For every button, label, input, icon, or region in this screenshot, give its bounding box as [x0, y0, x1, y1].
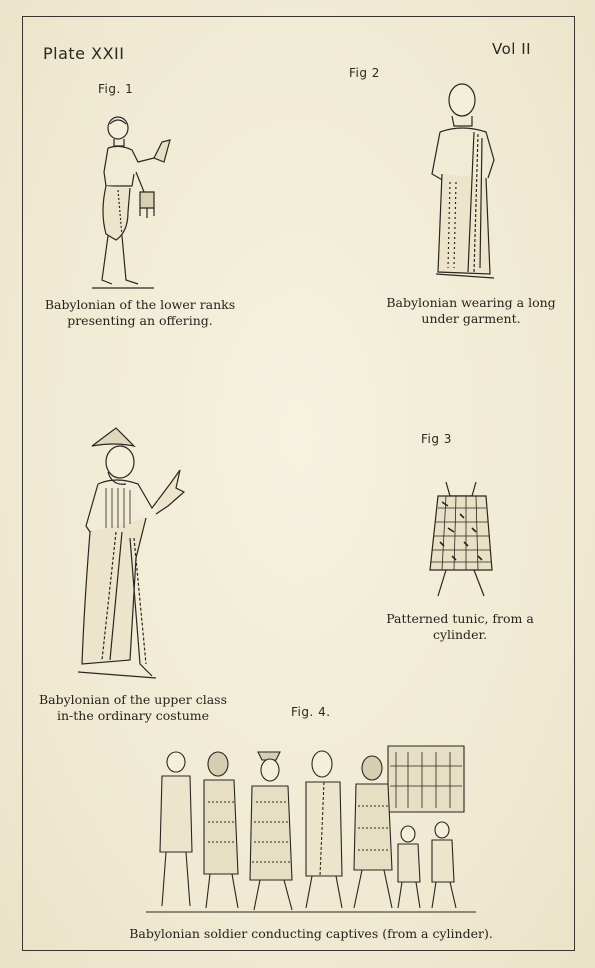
- fig-4-illustration: [146, 742, 476, 914]
- fig-3-label: Fig 3: [421, 432, 452, 446]
- volume-label: Vol II: [492, 40, 532, 58]
- fig-1-caption: Babylonian of the lower ranks presenting an offering.: [44, 297, 236, 328]
- fig-2-illustration: [428, 82, 502, 282]
- fig-4-caption: Babylonian soldier conducting captives (from a cylinder).: [129, 926, 493, 941]
- fig-1-illustration: [92, 112, 172, 292]
- fig-2-caption: Babylonian wearing a long under garment.: [386, 295, 556, 326]
- fig-4-label: Fig. 4.: [291, 705, 331, 719]
- fig-1-label: Fig. 1: [98, 82, 134, 96]
- upper-class-caption: Babylonian of the upper class in-the ordinary costume: [38, 692, 227, 723]
- fig-3-illustration: [428, 478, 496, 598]
- plate-title: Plate XXII: [43, 44, 125, 63]
- upper-class-illustration: [76, 428, 186, 684]
- fig-2-label: Fig 2: [349, 66, 380, 80]
- fig-3-caption: Patterned tunic, from a cylinder.: [386, 611, 534, 642]
